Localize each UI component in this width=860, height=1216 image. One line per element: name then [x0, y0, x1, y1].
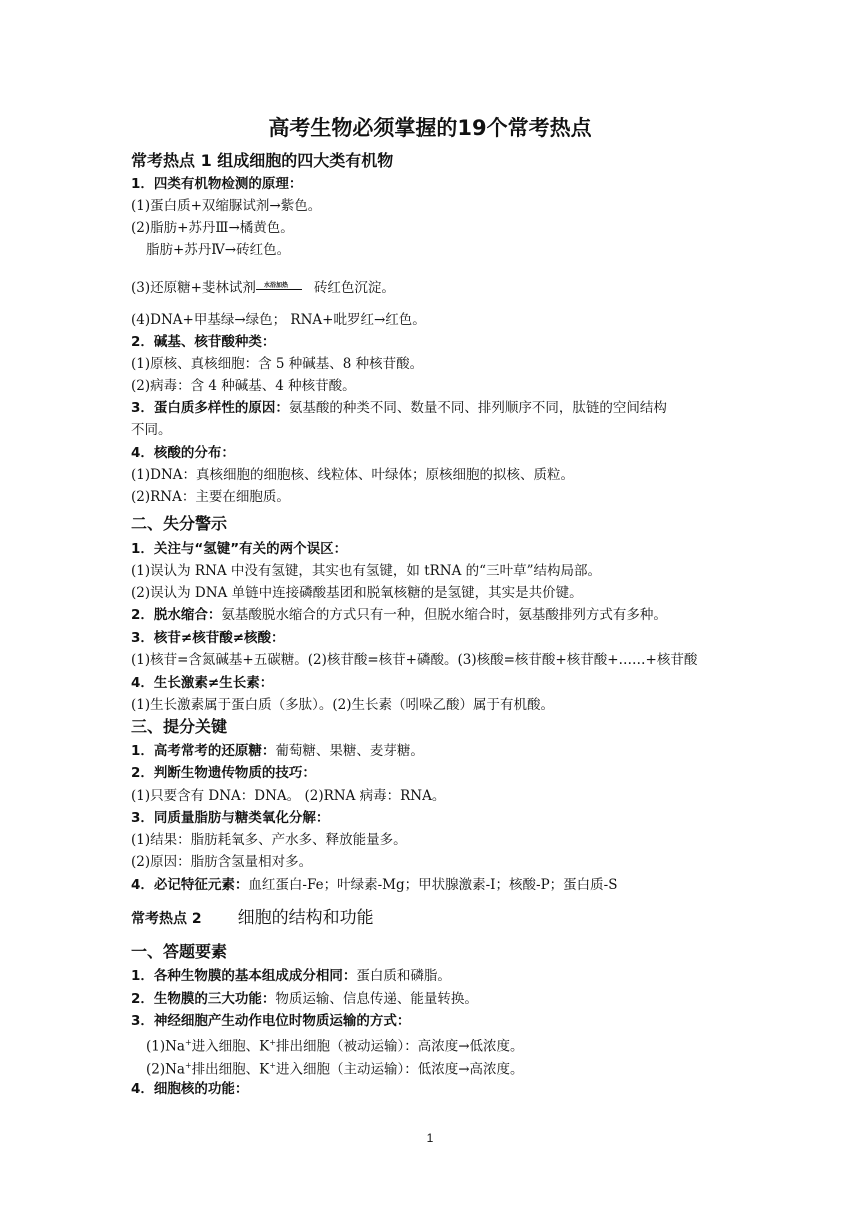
part2-s1-title: 1．关注与“氢键”有关的两个误区：	[131, 541, 348, 557]
hot1-s3	[131, 399, 667, 417]
hot2-s4-title: 4．细胞核的功能：	[131, 1081, 249, 1097]
hot1-s3-text: 氨基酸的种类不同、数量不同、排列顺序不同，肽链的空间结构	[288, 400, 667, 416]
hot2-s2-text: 物质运输、信息传递、能量转换。	[275, 991, 478, 1007]
part3-s2-title: 2．判断生物遗传物质的技巧：	[131, 765, 316, 781]
part3-s3-item-1: (1)结果：脂肪耗氧多、产水多、释放能量多。	[131, 832, 407, 848]
part2-s3-text: (1)核苷=含氮碱基+五碳糖。(2)核苷酸=核苷+磷酸。(3)核酸=核苷酸+核苷酸+……+核苷酸	[131, 652, 698, 668]
hot2-s3-item1-b: 进入细胞、K	[191, 1038, 270, 1055]
part3-s1-text: 葡萄糖、果糖、麦芽糖。	[275, 743, 424, 759]
hot1-heading: 常考热点 1 组成细胞的四大类有机物	[131, 151, 394, 170]
part3-s1-title: 1．高考常考的还原糖：	[131, 743, 276, 759]
part3-s1	[131, 742, 424, 760]
heating-arrow-label: 水浴加热	[263, 281, 288, 289]
hot2-s3-item1-a: (1)Na	[146, 1038, 185, 1055]
part2-s2-text: 氨基酸脱水缩合的方式只有一种，但脱水缩合时，氨基酸排列方式有多种。	[221, 607, 667, 623]
hot1-s1-title: 1．四类有机物检测的原理：	[131, 176, 303, 192]
hot1-s1-item-2: (2)脂肪+苏丹Ⅲ→橘黄色。	[131, 220, 294, 236]
hot2-s3-item2-sup1: +	[184, 1061, 192, 1070]
part3-s2-text: (1)只要含有 DNA：DNA。 (2)RNA 病毒：RNA。	[131, 788, 446, 804]
hot1-s2-item-2: (2)病毒：含 4 种碱基、4 种核苷酸。	[131, 378, 356, 394]
document-title: 高考生物必须掌握的19个常考热点	[268, 116, 592, 140]
hot2-s3-item1-c: 排出细胞（被动运输）：高浓度→低浓度。	[275, 1038, 524, 1055]
hot2-s3-item1-sup1: +	[184, 1038, 192, 1047]
part2-heading: 二、失分警示	[131, 514, 228, 533]
part3-s4-text: 血红蛋白-Fe；叶绿素-Mg；甲状腺激素-I；核酸-P；蛋白质-S	[248, 877, 618, 893]
hot2-s1-title: 1．各种生物膜的基本组成成分相同：	[131, 968, 357, 984]
part2-s2-title: 2．脱水缩合：	[131, 607, 222, 623]
hot1-s2-item-1: (1)原核、真核细胞：含 5 种碱基、8 种核苷酸。	[131, 356, 424, 372]
hot1-s4-item-2: (2)RNA：主要在细胞质。	[131, 489, 290, 505]
hot2-s3-item-2	[146, 1057, 524, 1079]
hot1-s4-title: 4．核酸的分布：	[131, 445, 235, 461]
hot1-s1-item3-b: 砖红色沉淀。	[313, 280, 395, 296]
part3-s4-title: 4．必记特征元素：	[131, 877, 249, 893]
hot2-s1-text: 蛋白质和磷脂。	[356, 968, 451, 984]
part2-s1-item-2: (2)误认为 DNA 单链中连接磷酸基团和脱氧核糖的是氢键，其实是共价键。	[131, 585, 583, 601]
hot1-s1-item-1: (1)蛋白质+双缩脲试剂→紫色。	[131, 198, 322, 214]
part2-s4-title: 4．生长激素≠生长素：	[131, 675, 274, 691]
hot2-s3-item2-a: (2)Na	[146, 1061, 185, 1078]
part2-s4-text: (1)生长激素属于蛋白质（多肽）。(2)生长素（吲哚乙酸）属于有机酸。	[131, 697, 554, 713]
part3-heading: 三、提分关键	[131, 717, 228, 736]
part2-s2	[131, 606, 667, 624]
hot1-s1-item-3	[131, 279, 395, 297]
hot2-heading-title: 细胞的结构和功能	[237, 908, 374, 928]
heating-arrow	[256, 283, 302, 295]
hot1-s2-title: 2．碱基、核苷酸种类：	[131, 334, 276, 350]
part3-s3-title: 3．同质量脂肪与糖类氧化分解：	[131, 810, 330, 826]
hot1-s3-text-cont: 不同。	[131, 422, 172, 438]
hot2-heading	[131, 909, 374, 928]
hot1-s1-item-4: (4)DNA+甲基绿→绿色； RNA+吡罗红→红色。	[131, 312, 426, 328]
hot2-s3-item2-b: 排出细胞、K	[191, 1061, 270, 1078]
page-number: 1	[426, 1131, 434, 1145]
hot1-s3-title: 3．蛋白质多样性的原因：	[131, 400, 289, 416]
hot2-s3-title: 3．神经细胞产生动作电位时物质运输的方式：	[131, 1013, 411, 1029]
hot2-s1	[131, 967, 451, 985]
hot2-s3-item1-sup2: +	[269, 1038, 276, 1047]
part3-s3-item-2: (2)原因：脂肪含氢量相对多。	[131, 854, 313, 870]
hot2-s3-item2-c: 进入细胞（主动运输）：低浓度→高浓度。	[275, 1061, 524, 1078]
hot2-s3-item2-sup2: +	[269, 1061, 276, 1070]
hot1-s1-item-2b: 脂肪+苏丹Ⅳ→砖红色。	[146, 242, 291, 258]
hot1-s4-item-1: (1)DNA：真核细胞的细胞核、线粒体、叶绿体；原核细胞的拟核、质粒。	[131, 467, 575, 483]
hot1-s1-item3-a: (3)还原糖+斐林试剂	[131, 280, 256, 296]
hot2-s2	[131, 990, 478, 1008]
hot2-sub-heading: 一、答题要素	[131, 942, 228, 961]
part2-s3-title: 3．核苷≠核苷酸≠核酸：	[131, 630, 285, 646]
hot2-s3-item-1	[146, 1034, 524, 1056]
part2-s1-item-1: (1)误认为 RNA 中没有氢键，其实也有氢键，如 tRNA 的“三叶草”结构局部。	[131, 563, 601, 579]
hot2-s2-title: 2．生物膜的三大功能：	[131, 991, 276, 1007]
hot2-heading-number: 常考热点 2	[131, 911, 202, 927]
part3-s4	[131, 876, 617, 894]
